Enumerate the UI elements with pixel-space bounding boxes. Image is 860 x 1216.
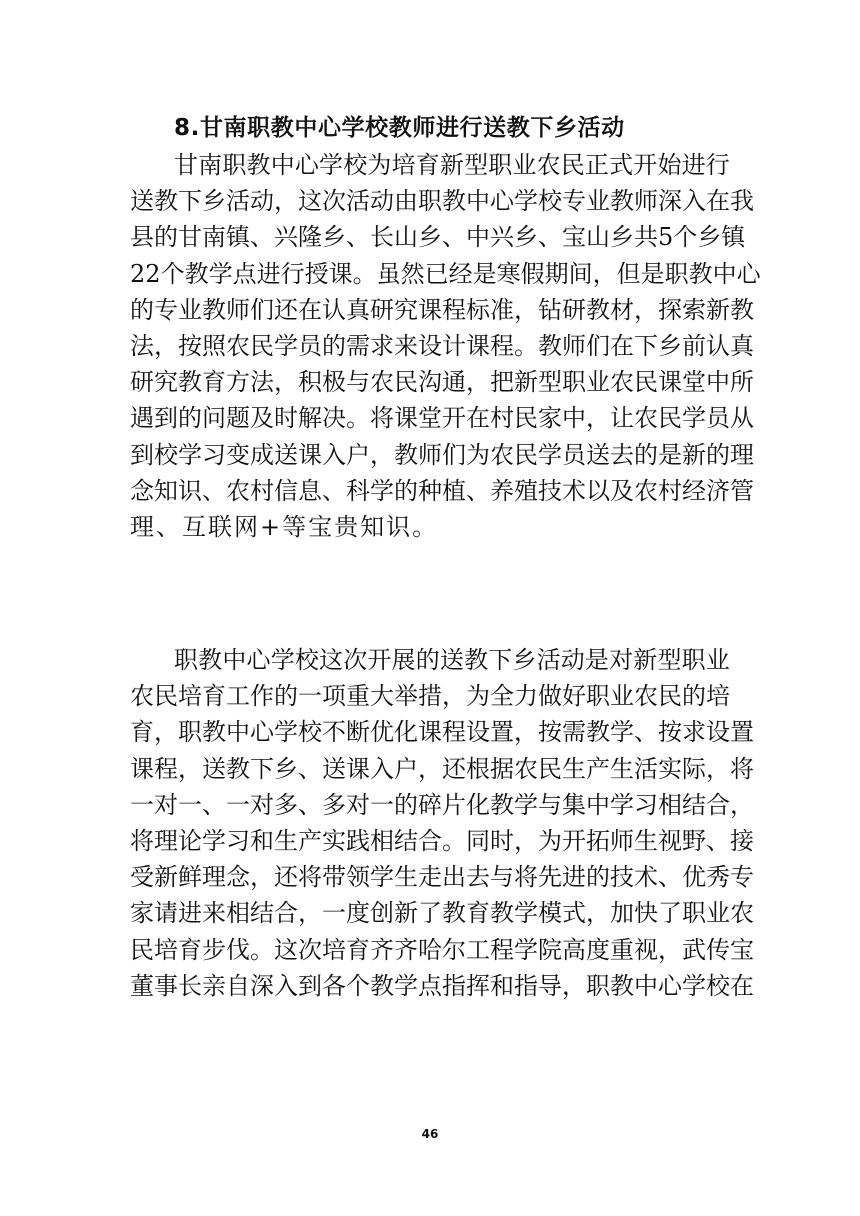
paragraph-line: 理、互联网+等宝贵知识。 bbox=[130, 513, 439, 541]
paragraph-line: 县 的 甘 南 镇 、 兴 隆 乡 、 长 山 乡 、 中 兴 乡 、 宝 山 乡 共 5 个 乡 镇 bbox=[130, 223, 746, 252]
paragraph-line: 农 民 培 育 工 作 的 一 项 重 大 举 措 ， 为 全 力 做 好 职 业 农 民 的 培 bbox=[130, 682, 730, 711]
paragraph-line: 受 新 鲜 理 念 ， 还 将 带 领 学 生 走 出 去 与 将 先 进 的 技 术 、 优 秀 专 bbox=[130, 863, 754, 892]
paragraph-line: 家 请 进 来 相 结 合 ， 一 度 创 新 了 教 育 教 学 模 式 ， 加 快 了 职 业 农 bbox=[130, 899, 754, 928]
paragraph-line: 到 校 学 习 变 成 送 课 入 户 ， 教 师 们 为 农 民 学 员 送 去 的 是 新 的 理 bbox=[130, 440, 754, 469]
paragraph-line: 念 知 识 、 农 村 信 息 、 科 学 的 种 植 、 养 殖 技 术 以 及 农 村 经 济 管 bbox=[130, 476, 754, 505]
paragraph-line: 研 究 教 育 方 法 ， 积 极 与 农 民 沟 通 ， 把 新 型 职 业 农 民 课 堂 中 所 bbox=[130, 368, 754, 397]
paragraph-line: 育 ， 职 教 中 心 学 校 不 断 优 化 课 程 设 置 ， 按 需 教 学 、 按 求 设 置 bbox=[130, 718, 754, 747]
paragraph-line: 职 教 中 心 学 校 这 次 开 展 的 送 教 下 乡 活 动 是 对 新 型 职 业 bbox=[174, 646, 730, 674]
paragraph-line: 2 2 个 教 学 点 进 行 授 课 。 虽 然 已 经 是 寒 假 期 间 ， 但 是 职 教 中 心 bbox=[130, 259, 761, 288]
paragraph-line: 民 培 育 步 伐 。 这 次 培 育 齐 齐 哈 尔 工 程 学 院 高 度 重 视 ， 武 传 宝 bbox=[130, 935, 754, 964]
paragraph-line: 甘 南 职 教 中 心 学 校 为 培 育 新 型 职 业 农 民 正 式 开 始 进 行 bbox=[174, 151, 730, 179]
paragraph-line: 董 事 长 亲 自 深 入 到 各 个 教 学 点 指 挥 和 指 导 ， 职 教 中 心 学 校 在 bbox=[130, 971, 754, 1000]
paragraph-line: 的 专 业 教 师 们 还 在 认 真 研 究 课 程 标 准 ， 钻 研 教 材 ， 探 索 新 教 bbox=[130, 295, 754, 324]
paragraph-line: 课 程 ， 送 教 下 乡 、 送 课 入 户 ， 还 根 据 农 民 生 产 生 活 实 际 ， 将 bbox=[130, 754, 754, 783]
paragraph-line: 法 ， 按 照 农 民 学 员 的 需 求 来 设 计 课 程 。 教 师 们 在 下 乡 前 认 真 bbox=[130, 332, 754, 360]
page-number: 46 bbox=[421, 1127, 439, 1141]
section-heading: 8.甘南职教中心学校教师进行送教下乡活动 bbox=[174, 115, 625, 141]
paragraph-line: 遇 到 的 问 题 及 时 解 决 。 将 课 堂 开 在 村 民 家 中 ， 让 农 民 学 员 从 bbox=[130, 404, 754, 433]
paragraph-line: 将 理 论 学 习 和 生 产 实 践 相 结 合 。 同 时 ， 为 开 拓 师 生 视 野 、 接 bbox=[130, 827, 754, 855]
paragraph-line: 一 对 一 、 一 对 多 、 多 对 一 的 碎 片 化 教 学 与 集 中 学 习 相 结 合 ， bbox=[130, 790, 754, 819]
paragraph-line: 送 教 下 乡 活 动 ， 这 次 活 动 由 职 教 中 心 学 校 专 业 教 师 深 入 在 我 bbox=[130, 187, 754, 216]
